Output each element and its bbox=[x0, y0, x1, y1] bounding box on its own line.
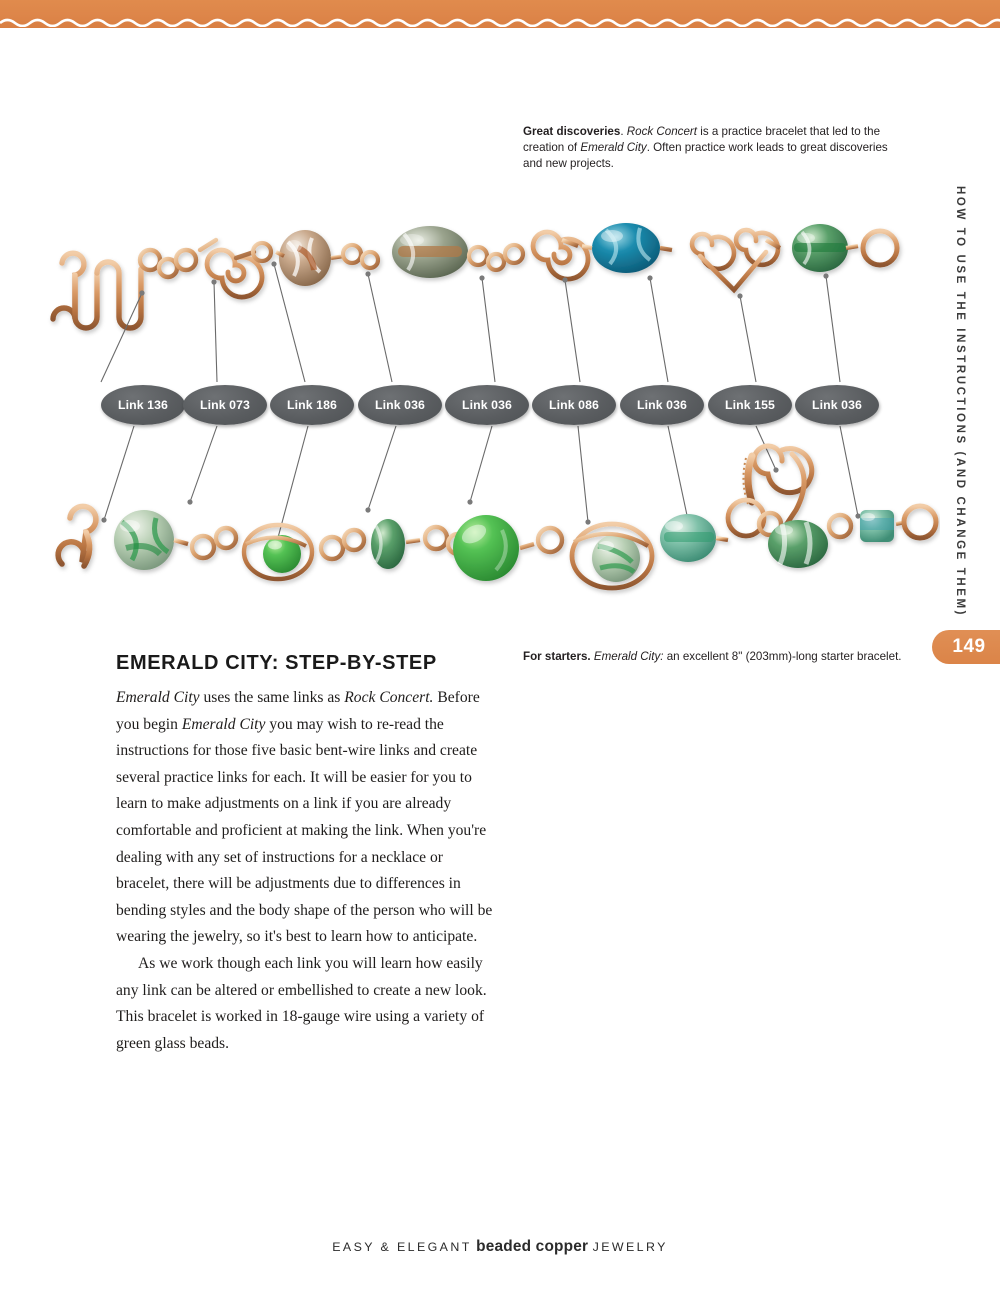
callout-link-2[interactable] bbox=[270, 385, 354, 425]
bead-large-green bbox=[453, 515, 519, 581]
callout-label: Link 036 bbox=[461, 398, 512, 412]
caption-top-body-2: is a practice bracelet that led to the creation of bbox=[523, 125, 881, 154]
p1-italic-1: Emerald City bbox=[116, 689, 200, 706]
callout-label: Link 036 bbox=[811, 398, 862, 412]
footer-post: JEWELRY bbox=[592, 1240, 668, 1254]
top-accent-band bbox=[0, 0, 1000, 28]
callout-label: Link 136 bbox=[117, 398, 168, 412]
p1-text-1: uses the same links as bbox=[199, 689, 345, 706]
bead-green-disc bbox=[371, 519, 405, 569]
running-head-text: HOW TO USE THE INSTRUCTIONS (AND CHANGE THEM) bbox=[953, 186, 966, 618]
caption-top-body-1: . bbox=[620, 125, 627, 138]
article-column bbox=[116, 652, 496, 1057]
callout-label: Link 036 bbox=[636, 398, 687, 412]
p1-italic-2: Rock Concert. bbox=[344, 689, 434, 706]
section-heading: EMERALD CITY: STEP-BY-STEP bbox=[116, 652, 437, 674]
page-number: 149 bbox=[952, 636, 986, 657]
bead-green-top bbox=[792, 224, 848, 272]
caption-top-lead: Great discoveries bbox=[523, 125, 621, 138]
callout-link-8[interactable] bbox=[795, 385, 879, 425]
callout-link-5[interactable] bbox=[532, 385, 616, 425]
top-bracelet bbox=[53, 223, 897, 328]
caption-great-discoveries bbox=[523, 124, 903, 172]
caption-top-italic-1: Rock Concert bbox=[626, 125, 698, 138]
callout-link-1[interactable] bbox=[183, 385, 267, 425]
caption-bottom-italic-1: Emerald City: bbox=[593, 650, 664, 663]
end-ring-bottom bbox=[904, 506, 936, 538]
bead-amber bbox=[279, 230, 331, 286]
callout-label: Link 036 bbox=[374, 398, 425, 412]
footer-brand: beaded copper bbox=[476, 1238, 589, 1255]
callout-link-7[interactable] bbox=[708, 385, 792, 425]
p1-italic-3: Emerald City bbox=[181, 715, 266, 733]
page-number-tab bbox=[932, 630, 1000, 664]
p1-text-2: Before you begin bbox=[116, 689, 480, 733]
callout-link-3[interactable] bbox=[358, 385, 442, 425]
page-footer bbox=[0, 1238, 1000, 1256]
article-paragraph-2: As we work though each link you will learn how easily any link can be altered or embellished to create a new look. This bracelet is worked in 18-gauge wire using a variety of green glass beads. bbox=[116, 954, 487, 1052]
bead-seafoam bbox=[660, 514, 716, 562]
bead-teal-cube bbox=[860, 510, 894, 542]
caption-top-italic-2: Emerald City bbox=[580, 140, 647, 154]
bead-teal bbox=[592, 223, 660, 273]
caption-for-starters bbox=[523, 649, 903, 665]
bead-smoke bbox=[392, 226, 468, 278]
bottom-bracelet bbox=[58, 446, 936, 588]
bead-striped-green bbox=[768, 520, 828, 568]
callout-label: Link 086 bbox=[548, 398, 599, 412]
callout-label: Link 073 bbox=[199, 398, 250, 412]
bead-green-swirl bbox=[114, 510, 174, 570]
callout-link-4[interactable] bbox=[445, 385, 529, 425]
scallop-wave-decoration bbox=[0, 17, 1000, 27]
bead-caged-clear bbox=[572, 524, 652, 588]
bead-caged-green bbox=[244, 525, 312, 579]
caption-bottom-lead: For starters. bbox=[523, 650, 591, 663]
callout-label: Link 155 bbox=[724, 398, 775, 412]
running-head bbox=[946, 186, 972, 618]
caption-top-body-3: . Often practice work leads to great discoveries and new projects. bbox=[523, 140, 888, 170]
article-paragraph-1 bbox=[116, 685, 496, 951]
callout-link-6[interactable] bbox=[620, 385, 704, 425]
callout-label: Link 186 bbox=[286, 398, 337, 412]
caption-bottom-body-1: an excellent 8" (203mm)-long starter bracelet. bbox=[663, 650, 902, 663]
footer-pre: EASY & ELEGANT bbox=[332, 1240, 472, 1254]
end-ring-top bbox=[863, 231, 897, 265]
p1-text-3: you may wish to re-read the instructions for those five basic bent-wire links and create several practice links for each. It will be easier for you to learn to make adjustments on a link if you are already comfortable and proficient at making the link. When you're dealing with any set of instructions for a necklace or bracelet, there will be adjustments due to differences in bending styles and the body shape of the person who will be wearing the jewelry, so it's best to learn how to anticipate. bbox=[116, 715, 493, 946]
callout-link-0[interactable] bbox=[101, 385, 185, 425]
